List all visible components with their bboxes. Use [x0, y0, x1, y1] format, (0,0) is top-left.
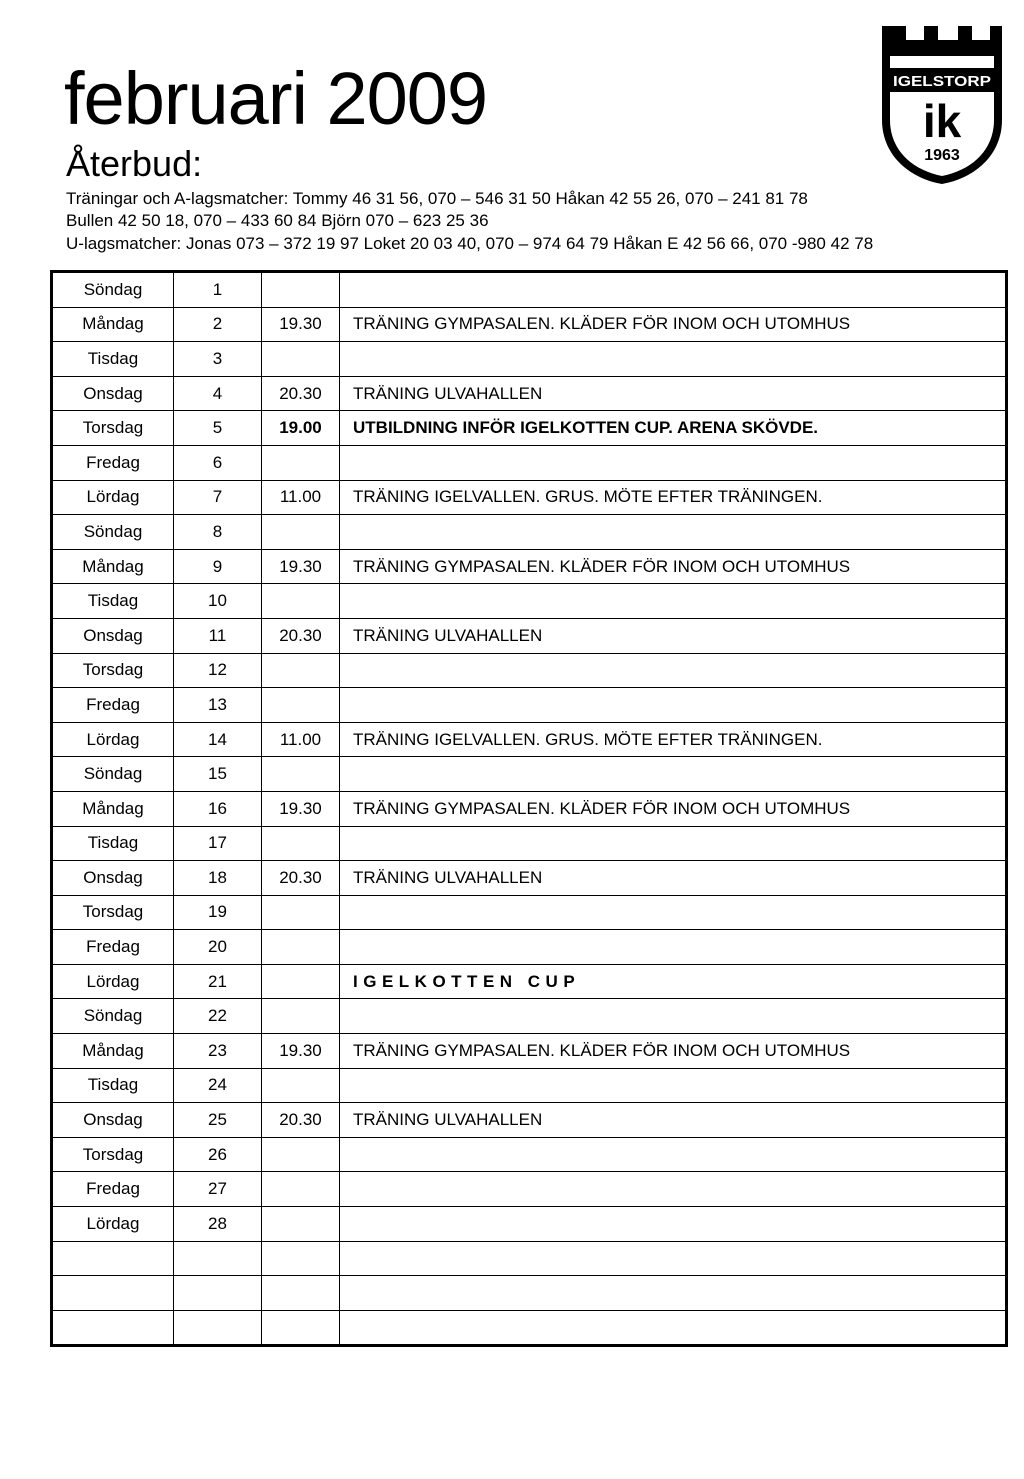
- time-cell: 19.00: [262, 411, 340, 446]
- date-cell: 8: [174, 515, 262, 550]
- date-cell: 7: [174, 480, 262, 515]
- day-cell: Onsdag: [52, 861, 174, 896]
- table-row: [52, 1310, 1007, 1346]
- activity-cell: IGELKOTTEN CUP: [340, 964, 1007, 999]
- day-cell: Tisdag: [52, 826, 174, 861]
- activity-cell: [340, 653, 1007, 688]
- time-cell: [262, 826, 340, 861]
- day-cell: [52, 1276, 174, 1311]
- activity-cell: [340, 688, 1007, 723]
- activity-cell: [340, 895, 1007, 930]
- day-cell: Måndag: [52, 1034, 174, 1069]
- day-cell: Lördag: [52, 964, 174, 999]
- date-cell: 17: [174, 826, 262, 861]
- table-row: [52, 342, 1007, 377]
- table-row: [52, 480, 1007, 515]
- logo-mark: ik: [922, 95, 962, 147]
- table-row: [52, 1103, 1007, 1138]
- date-cell: 23: [174, 1034, 262, 1069]
- date-cell: 20: [174, 930, 262, 965]
- activity-cell: [340, 757, 1007, 792]
- day-cell: [52, 1241, 174, 1276]
- table-row: [52, 1172, 1007, 1207]
- table-row: [52, 722, 1007, 757]
- date-cell: 22: [174, 999, 262, 1034]
- date-cell: 12: [174, 653, 262, 688]
- activity-cell: [340, 1172, 1007, 1207]
- time-cell: 20.30: [262, 376, 340, 411]
- day-cell: Lördag: [52, 1207, 174, 1242]
- activity-cell: [340, 1137, 1007, 1172]
- time-cell: [262, 1310, 340, 1346]
- time-cell: [262, 1207, 340, 1242]
- time-cell: 19.30: [262, 549, 340, 584]
- logo-name: IGELSTORP: [893, 73, 991, 90]
- date-cell: 3: [174, 342, 262, 377]
- date-cell: [174, 1241, 262, 1276]
- table-row: [52, 1207, 1007, 1242]
- activity-cell: [340, 584, 1007, 619]
- day-cell: Onsdag: [52, 1103, 174, 1138]
- page-title: februari 2009: [64, 57, 488, 140]
- activity-cell: [340, 515, 1007, 550]
- table-row: [52, 653, 1007, 688]
- contact-line-3: U-lagsmatcher: Jonas 073 – 372 19 97 Loket 20 03 40, 070 – 974 64 79 Håkan E 42 56 66, 070 -980 42 78: [66, 234, 874, 253]
- table-row: [52, 376, 1007, 411]
- time-cell: 20.30: [262, 1103, 340, 1138]
- activity-cell: [340, 272, 1007, 308]
- time-cell: [262, 964, 340, 999]
- activity-cell: [340, 930, 1007, 965]
- day-cell: Fredag: [52, 930, 174, 965]
- day-cell: Tisdag: [52, 1068, 174, 1103]
- time-cell: 19.30: [262, 1034, 340, 1069]
- activity-cell: TRÄNING GYMPASALEN. KLÄDER FÖR INOM OCH UTOMHUS: [340, 1034, 1007, 1069]
- time-cell: 11.00: [262, 722, 340, 757]
- time-cell: [262, 342, 340, 377]
- day-cell: Tisdag: [52, 584, 174, 619]
- page-subtitle: Återbud:: [66, 143, 203, 184]
- day-cell: Onsdag: [52, 376, 174, 411]
- date-cell: [174, 1276, 262, 1311]
- time-cell: 19.30: [262, 791, 340, 826]
- day-cell: Söndag: [52, 757, 174, 792]
- activity-cell: TRÄNING ULVAHALLEN: [340, 618, 1007, 653]
- time-cell: [262, 653, 340, 688]
- time-cell: [262, 1068, 340, 1103]
- date-cell: 14: [174, 722, 262, 757]
- date-cell: 2: [174, 307, 262, 342]
- schedule-table: [50, 270, 1008, 1347]
- day-cell: Tisdag: [52, 342, 174, 377]
- activity-cell: [340, 1276, 1007, 1311]
- date-cell: 21: [174, 964, 262, 999]
- table-row: [52, 445, 1007, 480]
- day-cell: Torsdag: [52, 895, 174, 930]
- activity-cell: [340, 1241, 1007, 1276]
- time-cell: [262, 895, 340, 930]
- club-logo: [880, 22, 1004, 186]
- day-cell: Torsdag: [52, 653, 174, 688]
- table-row: [52, 411, 1007, 446]
- day-cell: Fredag: [52, 445, 174, 480]
- date-cell: 11: [174, 618, 262, 653]
- table-row: [52, 515, 1007, 550]
- time-cell: [262, 1137, 340, 1172]
- time-cell: [262, 1276, 340, 1311]
- table-row: [52, 791, 1007, 826]
- day-cell: Måndag: [52, 307, 174, 342]
- table-row: [52, 895, 1007, 930]
- time-cell: [262, 445, 340, 480]
- date-cell: 28: [174, 1207, 262, 1242]
- table-row: [52, 826, 1007, 861]
- day-cell: Måndag: [52, 791, 174, 826]
- day-cell: Lördag: [52, 722, 174, 757]
- table-row: [52, 307, 1007, 342]
- table-row: [52, 1137, 1007, 1172]
- date-cell: 19: [174, 895, 262, 930]
- table-row: [52, 1276, 1007, 1311]
- day-cell: Söndag: [52, 272, 174, 308]
- table-row: [52, 584, 1007, 619]
- table-row: [52, 1241, 1007, 1276]
- activity-cell: TRÄNING ULVAHALLEN: [340, 376, 1007, 411]
- day-cell: Söndag: [52, 515, 174, 550]
- table-row: [52, 549, 1007, 584]
- activity-cell: UTBILDNING INFÖR IGELKOTTEN CUP. ARENA SKÖVDE.: [340, 411, 1007, 446]
- day-cell: Torsdag: [52, 1137, 174, 1172]
- table-row: [52, 964, 1007, 999]
- day-cell: Torsdag: [52, 411, 174, 446]
- table-row: [52, 999, 1007, 1034]
- date-cell: 4: [174, 376, 262, 411]
- activity-cell: TRÄNING GYMPASALEN. KLÄDER FÖR INOM OCH UTOMHUS: [340, 791, 1007, 826]
- time-cell: 20.30: [262, 618, 340, 653]
- activity-cell: [340, 1068, 1007, 1103]
- activity-cell: [340, 445, 1007, 480]
- date-cell: 10: [174, 584, 262, 619]
- date-cell: 13: [174, 688, 262, 723]
- table-row: [52, 618, 1007, 653]
- activity-cell: TRÄNING ULVAHALLEN: [340, 1103, 1007, 1138]
- time-cell: [262, 1172, 340, 1207]
- activity-cell: [340, 1310, 1007, 1346]
- time-cell: [262, 515, 340, 550]
- time-cell: [262, 930, 340, 965]
- table-row: [52, 757, 1007, 792]
- time-cell: [262, 757, 340, 792]
- activity-cell: [340, 1207, 1007, 1242]
- time-cell: 19.30: [262, 307, 340, 342]
- table-row: [52, 688, 1007, 723]
- table-row: [52, 272, 1007, 308]
- day-cell: Måndag: [52, 549, 174, 584]
- schedule-body: [52, 272, 1007, 1346]
- date-cell: 27: [174, 1172, 262, 1207]
- time-cell: 20.30: [262, 861, 340, 896]
- activity-cell: TRÄNING GYMPASALEN. KLÄDER FÖR INOM OCH UTOMHUS: [340, 549, 1007, 584]
- logo-year: 1963: [924, 147, 960, 164]
- date-cell: [174, 1310, 262, 1346]
- table-row: [52, 1034, 1007, 1069]
- date-cell: 15: [174, 757, 262, 792]
- time-cell: [262, 584, 340, 619]
- day-cell: Söndag: [52, 999, 174, 1034]
- contact-line-2: Bullen 42 50 18, 070 – 433 60 84 Björn 070 – 623 25 36: [66, 211, 489, 230]
- date-cell: 9: [174, 549, 262, 584]
- table-row: [52, 1068, 1007, 1103]
- time-cell: 11.00: [262, 480, 340, 515]
- day-cell: Onsdag: [52, 618, 174, 653]
- date-cell: 25: [174, 1103, 262, 1138]
- time-cell: [262, 1241, 340, 1276]
- activity-cell: TRÄNING ULVAHALLEN: [340, 861, 1007, 896]
- day-cell: Fredag: [52, 688, 174, 723]
- shield-icon: [880, 22, 1004, 186]
- table-row: [52, 861, 1007, 896]
- date-cell: 6: [174, 445, 262, 480]
- date-cell: 26: [174, 1137, 262, 1172]
- activity-cell: [340, 999, 1007, 1034]
- date-cell: 1: [174, 272, 262, 308]
- date-cell: 24: [174, 1068, 262, 1103]
- activity-cell: TRÄNING IGELVALLEN. GRUS. MÖTE EFTER TRÄNINGEN.: [340, 480, 1007, 515]
- activity-cell: TRÄNING IGELVALLEN. GRUS. MÖTE EFTER TRÄNINGEN.: [340, 722, 1007, 757]
- activity-cell: [340, 826, 1007, 861]
- time-cell: [262, 272, 340, 308]
- day-cell: Fredag: [52, 1172, 174, 1207]
- table-row: [52, 930, 1007, 965]
- time-cell: [262, 999, 340, 1034]
- activity-cell: [340, 342, 1007, 377]
- activity-cell: TRÄNING GYMPASALEN. KLÄDER FÖR INOM OCH UTOMHUS: [340, 307, 1007, 342]
- date-cell: 16: [174, 791, 262, 826]
- date-cell: 5: [174, 411, 262, 446]
- day-cell: [52, 1310, 174, 1346]
- time-cell: [262, 688, 340, 723]
- date-cell: 18: [174, 861, 262, 896]
- contact-line-1: Träningar och A-lagsmatcher: Tommy 46 31 56, 070 – 546 31 50 Håkan 42 55 26, 070 – 241 81 78: [66, 189, 808, 208]
- day-cell: Lördag: [52, 480, 174, 515]
